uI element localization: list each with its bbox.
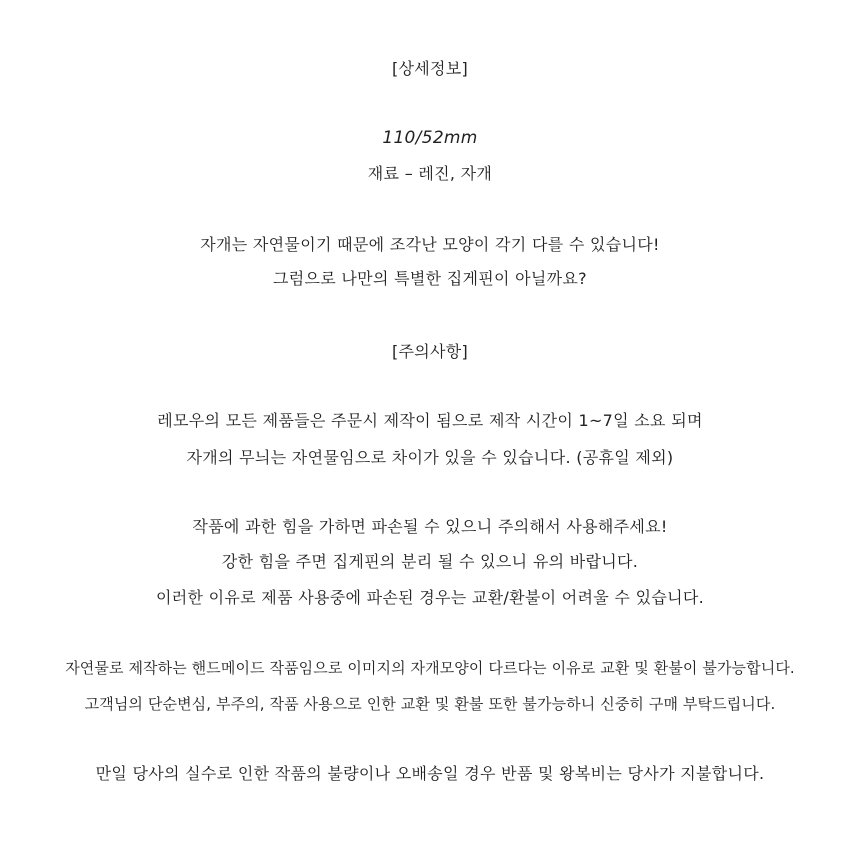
caution-line: 레모우의 모든 제품들은 주문시 제작이 됨으로 제작 시간이 1~7일 소요 되며 [157, 411, 703, 430]
caution-line: 강한 힘을 주면 집게핀의 분리 될 수 있으니 유의 바랍니다. [221, 552, 639, 571]
caution-line: 이러한 이유로 제품 사용중에 파손된 경우는 교환/환불이 어려울 수 있습니다. [156, 588, 704, 607]
caution-line: 만일 당사의 실수로 인한 작품의 불량이나 오배송일 경우 반품 및 왕복비는 당사가 지불합니다. [95, 764, 765, 783]
caution-line: 작품에 과한 힘을 가하면 파손될 수 있으니 주의해서 사용해주세요! [192, 517, 668, 536]
caution-line: 자연물로 제작하는 핸드메이드 작품임으로 이미지의 자개모양이 다르다는 이유로 교환 및 환불이 불가능합니다. [65, 659, 795, 677]
product-size: 110/52mm [382, 128, 478, 148]
details-description-1: 자개는 자연물이기 때문에 조각난 모양이 각기 다를 수 있습니다! [200, 235, 660, 254]
caution-line: 자개의 무늬는 자연물임으로 차이가 있을 수 있습니다. (공휴일 제외) [186, 448, 674, 467]
details-description-2: 그럼으로 나만의 특별한 집게핀이 아닐까요? [273, 269, 587, 288]
product-material: 재료 – 레진, 자개 [367, 164, 493, 183]
details-heading: [상세정보] [391, 59, 469, 78]
caution-heading: [주의사항] [391, 342, 469, 361]
caution-line: 고객님의 단순변심, 부주의, 작품 사용으로 인한 교환 및 환불 또한 불가능하니 신중히 구매 부탁드립니다. [84, 695, 776, 713]
